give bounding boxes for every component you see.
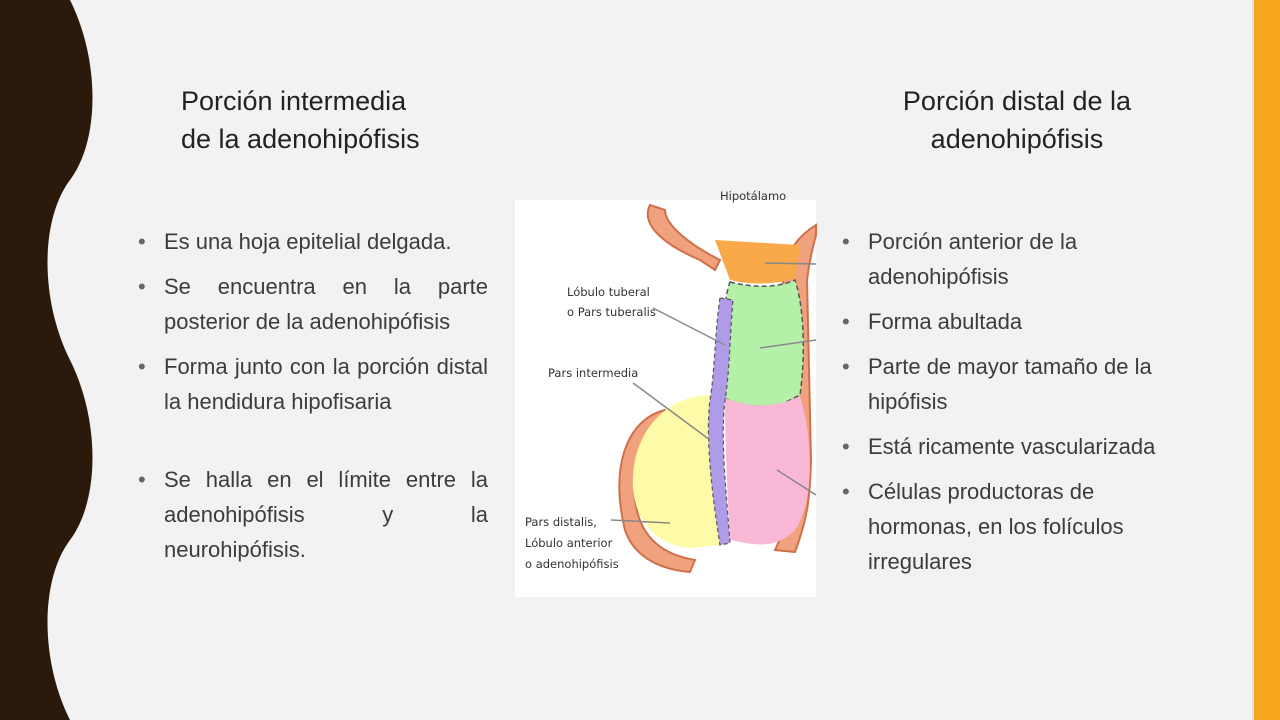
left-section-title [181,82,481,158]
decorative-orange-band [1252,0,1280,720]
label-tuberal-1: Lóbulo tuberal [567,285,650,299]
pituitary-diagram-svg [515,189,816,597]
right-section-title [870,82,1164,158]
label-tuberal-2: o Pars tuberalis [567,305,656,319]
bullet-item: • Forma junto con la porción distal la hendidura hipofisaria [138,349,488,419]
bullet-item: • Está ricamente vascularizada [842,429,1187,464]
decorative-wavy-band [0,0,100,720]
left-title-line-2: de la adenohipófisis [181,124,420,154]
bullet-item: • Porción anterior de la adenohipófisis [842,224,1187,294]
right-title-line-1: Porción distal de la [902,86,1132,116]
label-distalis-2: Lóbulo anterior [525,536,613,550]
bullet-item: • Células productoras de hormonas, en los folículos irregulares [842,474,1187,579]
bullet-item: • Forma abultada [842,304,1187,339]
bullet-item: • Es una hoja epitelial delgada. [138,224,488,259]
bullet-item: • Se halla en el límite entre la adenohipófisis y la neurohipófisis. [138,462,488,567]
bullet-item: • Se encuentra en la parte posterior de la adenohipófisis [138,269,488,339]
pink-lobe [725,396,810,544]
pointer-line [653,308,725,345]
capsule-left [648,205,720,270]
orange-region [715,240,800,284]
pituitary-diagram [515,189,816,597]
right-title-line-2: adenohipófisis [930,124,1104,154]
left-title-line-1: Porción intermedia [181,86,407,116]
label-intermedia: Pars intermedia [548,366,639,380]
label-distalis-1: Pars distalis, [525,515,597,529]
diagram-label-top: Hipotálamo [720,189,787,203]
left-bullet-list [138,224,488,577]
pointer-line [765,263,816,264]
label-distalis-3: o adenohipófisis [525,557,619,571]
bullet-item: • Parte de mayor tamaño de la hipófisis [842,349,1187,419]
right-bullet-list [842,224,1187,589]
